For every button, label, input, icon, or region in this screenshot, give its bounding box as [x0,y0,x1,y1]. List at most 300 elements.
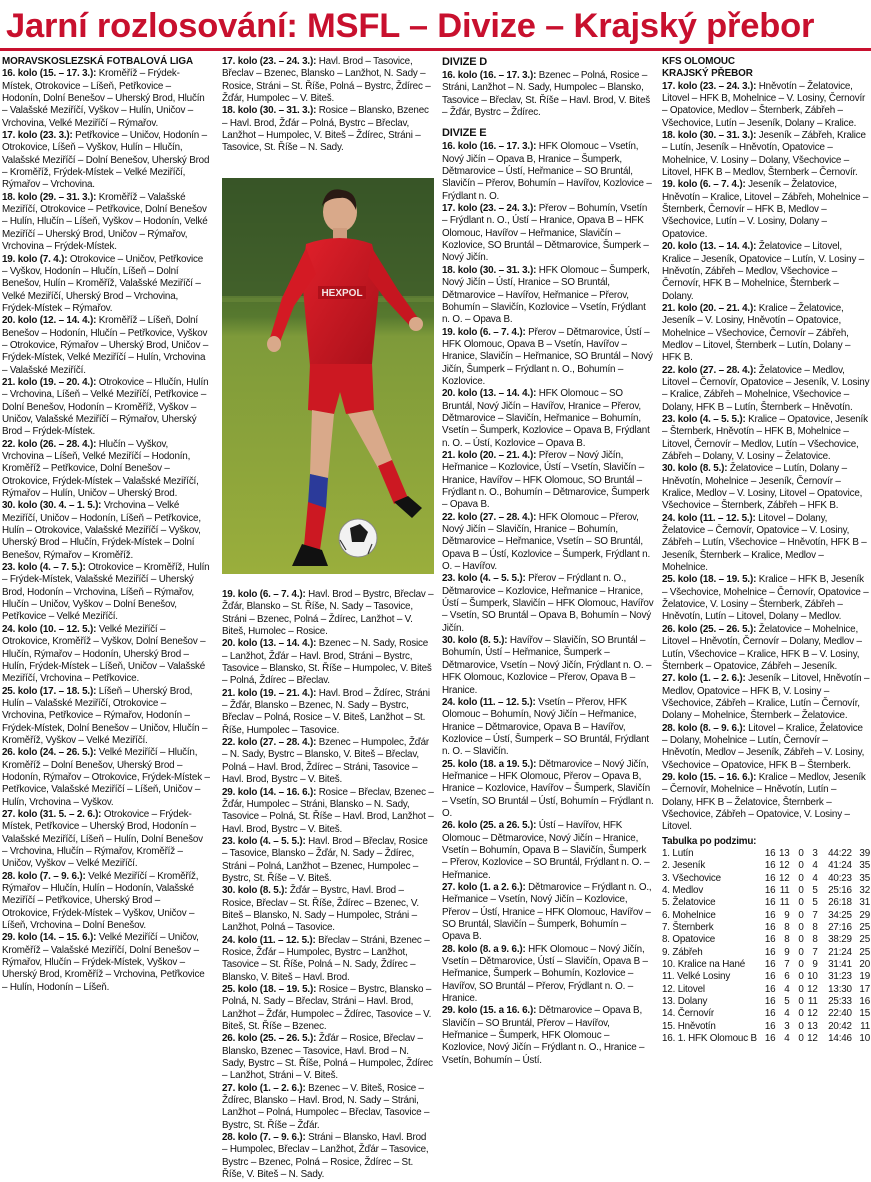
fixture-round [442,265,654,327]
divize-d-heading: DIVIZE D [442,56,488,68]
round-label: 30. kolo (30. 4. – 1. 5.): [2,500,102,512]
round-label: 19. kolo (6. – 7. 4.): [222,589,306,600]
standings-row [662,996,870,1008]
round-matches: Žďár – Rosice, Břeclav – Blansko, Bzenec – Tasovice, Havl. Brod – N. Sady, Bystrc – St. Říše, Polná – Humpolec, Ždírec – Lanžhot, Stráni – V. Biteš. [222,1033,433,1082]
standings-row [662,1008,870,1020]
fixture-round [662,179,870,241]
fixture-round [2,932,210,994]
round-label: 17. kolo (23. – 24. 3.): [662,80,757,92]
stat-cell: 39 [859,848,870,859]
fixture-round [222,935,434,984]
stat-cell: 16 [764,996,776,1008]
stat-cell: 16 [764,959,776,971]
stat-cell: 35 [859,860,870,872]
round-matches: HFK Olomouc – Přerov, Nový Jičín – Slavičín, Hranice – Bohumín, Dětmarovice – Heřmanice, Vsetín – SO Bruntál, Opava B – Ústí, Kozlovice – Šumperk, Frýdlant n. O. – Havířov. [442,511,651,573]
stat-cell: 7 [812,946,818,958]
fixture-round [222,56,434,105]
round-label: 28. kolo (7. – 9. 6.): [222,1132,306,1144]
fixture-round [442,450,654,512]
team-name: 8. Opatovice [662,934,716,946]
msfl-heading: MORAVSKOSLEZSKÁ FOTBALOVÁ LIGA [2,56,194,67]
stat-cell: 16 [764,872,776,884]
fixture-round [442,697,654,759]
stat-cell: 9 [812,959,818,971]
fixture-round [662,673,870,722]
standings-row [662,947,870,959]
jersey-text: HEXPOL [321,288,363,299]
team-name: 4. Medlov [662,885,704,897]
round-matches: Havl. Brod – Břeclav, Rosice – Tasovice, Blansko – Žďár, N. Sady – Ždírec, Stráni – Polná, Lanžhot – Bzenec, Humpolec – Bystrc, St. Říše – V. Biteš. [222,835,428,884]
stat-cell: 0 [798,872,804,884]
team-name: 12. Litovel [662,983,705,995]
round-matches: Ústí – Havířov, HFK Olomouc – Dětmarovice, Nový Jičín – Hranice, Vsetín – Bohumín, Opava B – Slavičín, Šumperk – Přerov, Kozlovice – SO Bruntál, Frýdlant n. O. – Heřmanice. [442,820,650,881]
round-matches: Rosice – Blansko, Bzenec – Havl. Brod, Žďár – Polná, Bystrc – Břeclav, Lanžhot – Humpolec, V. Biteš – Ždírec, Stráni – Tasovice, St. Říše – N. Sady. [222,105,429,154]
stat-cell: 40:23 [828,872,852,884]
stat-cell: 4 [784,1033,790,1045]
round-matches: Přerov – Bohumín, Vsetín – Frýdlant n. O., Ústí – Hranice, Opava B – HFK Olomouc, Havířov – Heřmanice, Slavičín – Kozlovice, SO Bruntál – Dětmarovice, Šumperk – Nový Jičín. [442,203,649,264]
fixture-round [442,203,654,265]
divize-e-column [442,56,654,1124]
standings-row [662,885,870,897]
round-matches: Želatovice – Medlov, Litovel – Černovír, Opatovice – Jeseník, V. Losiny – Kralice, Zábřeh – Mohelnice, Všechovice – Dolany, HFK B – Lutín, Šternberk – Hněvotín. [662,364,870,413]
round-label: 29. kolo (15. – 16. 6.): [662,771,757,783]
round-matches: Kroměříž – Frýdek-Místek, Otrokovice – Líšeň, Petřkovice – Hodonín, Dolní Benešov – Uherský Brod, Hlučín – Valašské Meziříčí, Vyškov – Hulín, Uničov – Vrchovina, Velké Meziříčí – Rýmařov. [2,68,205,129]
standings-heading: Tabulka po podzimu: [662,835,757,847]
standings-row [662,1033,870,1045]
msfl-column [2,56,210,1124]
round-matches: Břeclav – Stráni, Bzenec – Rosice, Žďár – Humpolec, Bystrc – Lanžhot, Tasovice – St. Říše, Polná – N. Sady, Ždírec – Blansko, V. Biteš – Havl. Brod. [222,934,430,983]
title-rule [0,48,871,51]
standings-row [662,922,870,934]
stat-cell: 12 [807,1033,818,1045]
fixture-round [442,882,654,944]
team-name: 7. Šternberk [662,922,714,934]
round-matches: HFK Olomouc – Šumperk, Nový Jičín – Ústí, Hranice – SO Bruntál, Dětmarovice – Havířov, Heřmanice – Přerov, Bohumín – Slavičín, Kozlovice – Vsetín, Frýdlant n. O. – Opava B. [442,264,650,326]
stat-cell: 6 [784,971,790,983]
stat-cell: 25 [859,946,870,958]
stat-cell: 10 [807,971,818,983]
round-matches: Vrchovina – Velké Meziříčí, Uničov – Hodonín, Líšeň – Petřkovice, Hulín – Otrokovice, Valašské Meziříčí – Vyškov, Uherský Brod – Hlučín, Frýdek-Místek – Dolní Benešov, Rýmařov – Kroměříž. [2,500,201,561]
fixture-round [222,787,434,836]
stat-cell: 8 [784,934,790,946]
round-label: 20. kolo (13. – 14. 4.): [222,638,317,650]
stat-cell: 35 [859,872,870,884]
stat-cell: 8 [812,922,818,934]
round-matches: Dětmarovice – Frýdlant n. O., Heřmanice – Vsetín, Nový Jičín – Kozlovice, Přerov – Ústí, Hranice – HFK Olomouc, Havířov – SO Bruntál, Slavičín – Šumperk, Bohumín – Opava B. [442,882,652,943]
round-label: 22. kolo (27. – 28. 4.): [442,511,537,523]
team-name: 15. Hněvotín [662,1020,716,1032]
team-name: 9. Zábřeh [662,946,703,958]
stat-cell: 7 [784,959,790,971]
round-matches: Kroměříž – Valašské Meziříčí, Otrokovice – Petřkovice, Dolní Benešov – Hulín, Hlučín – Líšeň, Vyškov – Hodonín, Velké Meziříčí – Uherský Brod, Uničov – Rýmařov, Vrchovina – Frýdek-Místek. [2,191,208,253]
stat-cell: 0 [798,848,804,859]
kp-heading-2: KRAJSKÝ PŘEBOR [662,68,753,80]
team-name: 13. Dolany [662,996,708,1008]
round-matches: HFK Olomouc – Nový Jičín, Vsetín – Dětmarovice, Ústí – Slavičín, Opava B – Heřmanice, Šumperk – Bohumín, Kozlovice – Havířov, SO Bruntál – Přerov, Frýdlant n. O. – Hranice. [442,943,648,1005]
team-name: 2. Jeseník [662,860,706,872]
round-label: 19. kolo (7. 4.): [2,253,68,265]
fixture-round [2,130,210,192]
team-name: 14. Černovír [662,1008,715,1020]
stat-cell: 16 [764,934,776,946]
stat-cell: 0 [798,934,804,946]
fixture-round [442,327,654,389]
round-matches: Havl. Brod – Bystrc, Břeclav – Žďár, Blansko – St. Říše, N. Sady – Tasovice, Stráni – Bzenec, Polná – Ždírec, Lanžhot – V. Biteš, Humolec – Rosice. [222,589,434,638]
stat-cell: 31:23 [828,971,852,983]
stat-cell: 12 [778,872,790,884]
round-label: 29. kolo (14. – 16. 6.): [222,786,317,798]
round-label: 26. kolo (25. a 26. 5.): [442,820,537,832]
fixture-round [662,241,870,303]
round-matches: Velké Meziříčí – Otrokovice, Kroměříž – Vyškov, Dolní Benešov – Hlučín, Rýmařov – Hodonín, Uherský Brod – Hulín, Frýdek-Místek – Líšeň, Uničov – Valašské Meziříčí, Vrchovina – Petřkovice. [2,623,206,685]
round-matches: Kralice – HFK B, Jeseník – Všechovice, Mohelnice – Černovír, Opatovice – Želatovice, V. Losiny – Šternberk, Zábřeh – Hněvotín, Lutín – Litovel, Dolany – Medlov. [662,574,869,623]
round-matches: Kroměříž – Líšeň, Dolní Benešov – Hodonín, Hlučín – Petřkovice, Vyškov – Otrokovice, Rýmařov – Uherský Brod, Uničov – Frýdek-Místek, Velké Meziříčí – Hulín, Vrchovina – Valašské Meziříčí. [2,315,209,376]
fixture-round [442,141,654,203]
round-matches: Želatovice – Litovel, Kralice – Jeseník, Opatovice – Lutín, V. Losiny – Hněvotín, Zábřeh – Medlov, Všechovice – Černovír, HFK B – Mohelnice, Šternberk – Dolany. [662,241,865,302]
fixture-round [2,871,210,933]
fixture-round [662,574,870,623]
stat-cell: 0 [798,971,804,983]
stat-cell: 0 [798,897,804,909]
standings-row [662,873,870,885]
divize-d-first-round [442,70,654,119]
round-matches: Jeseník – Zábřeh, Kralice – Lutín, Jeseník – Hněvotín, Opatovice – Mohelnice, V. Losiny – Dolany, Všechovice – Litovel, HFK B – Medlov, Šternberk – Černovír. [662,130,866,179]
stat-cell: 31 [859,897,870,909]
stat-cell: 17 [859,983,870,995]
stat-cell: 31:41 [828,959,852,971]
stat-cell: 32 [859,885,870,897]
round-label: 20. kolo (12. – 14. 4.): [2,315,97,327]
round-matches: Přerov – Frýdlant n. O., Dětmarovice – Kozlovice, Heřmanice – Hranice, Ústí – Šumperk, Slavičín – HFK Olomouc, Havířov – Vsetín, SO Bruntál – Opava B, Bohumín – Nový Jičín. [442,573,654,634]
round-label: 21. kolo (20. – 21. 4.): [662,302,757,314]
team-name: 11. Velké Losiny [662,971,731,983]
round-label: 23. kolo (4. – 5. 5.): [662,413,746,425]
round-matches: Jeseník – Litovel, Hněvotín – Medlov, Opatovice – HFK B, V. Losiny – Všechovice, Zábřeh – Kralice, Lutín – Černovír, Dolany – Mohelnice, Šternberk – Želatovice. [662,673,870,722]
stat-cell: 16 [764,922,776,934]
fixture-round [2,68,210,130]
stat-cell: 25 [859,922,870,934]
round-matches: Otrokovice – Frýdek-Místek, Petřkovice – Uherský Brod, Hodonín – Valašské Meziříčí, Líšeň – Hulín, Dolní Benešov – Vrchovina, Hlučín – Rýmařov, Kroměříž – Uničov, Vyškov – Velké Meziříčí. [2,808,203,870]
stat-cell: 13 [778,848,790,859]
stat-cell: 0 [798,983,804,995]
round-label: 19. kolo (6. – 7. 4.): [662,179,746,191]
fixture-round [662,772,870,834]
round-matches: Hlučín – Vyškov, Vrchovina – Líšeň, Velké Meziříčí – Hodonín, Kroměříž – Petřkovice, Dolní Benešov – Otrokovice, Frýdek-Místek – Valašské Meziříčí, Rýmařov – Hulín, Uničov – Uherský Brod. [2,438,199,500]
fixture-round [2,377,210,439]
round-label: 26. kolo (24. – 26. 5.): [2,747,97,759]
round-label: 25. kolo (18. – 19. 5.): [662,574,757,586]
round-matches: Otrokovice – Kroměříž, Hulín – Frýdek-Místek, Valašské Meziříčí – Uherský Brod, Hodonín – Vrchovina, Líšeň – Rýmařov, Hlučín – Uničov, Vyškov – Dolní Benešov, Petřkovice – Velké Meziříčí. [2,562,210,623]
fixture-round [442,635,654,697]
round-matches: Otrokovice – Uničov, Petřkovice – Vyškov, Hodonín – Hlučín, Líšeň – Dolní Benešov, Hulín – Kroměříž, Valašské Meziříčí – Velké Meziříčí, Uherský Brod – Vrchovina, Frýdek-Místek – Rýmařov. [2,253,204,314]
fixture-round [442,820,654,882]
team-name: 10. Kralice na Hané [662,959,746,971]
round-matches: Rosice – Bystrc, Blansko – Polná, N. Sady – Břeclav, Stráni – Havl. Brod, Lanžhot – Žďár, Humpolec – Ždírec, Tasovice – V. Biteš, St. Říše – Bzenec. [222,984,432,1033]
round-label: 19. kolo (6. – 7. 4.): [442,326,526,338]
round-matches: Jeseník – Želatovice, Hněvotín – Kralice, Litovel – Zábřeh, Mohelnice – Šternberk, Černovír – HFK B, Medlov – Všechovice, Lutín – V. Losiny, Dolany – Opatovice. [662,179,869,240]
fixture-round [662,303,870,365]
stat-cell: 13:30 [828,983,852,995]
fixture-round [222,688,434,737]
stat-cell: 16 [764,897,776,909]
round-label: 25. kolo (18. – 19. 5.): [222,984,317,995]
divize-e-heading: DIVIZE E [442,127,487,140]
stat-cell: 16 [764,848,776,859]
fixture-round [662,624,870,673]
player-photo [222,178,434,574]
stat-cell: 0 [798,1033,804,1045]
round-matches: Havířov – Slavičín, SO Bruntál – Bohumín, Ústí – Heřmanice, Šumperk – Dětmarovice, Vsetín – Nový Jičín, Frýdlant n. O. – HFK Olomouc, Kozlovice – Přerov, Opava B – Hranice. [442,635,652,696]
round-matches: Velké Meziříčí – Uničov, Kroměříž – Valašské Meziříčí, Dolní Benešov – Rýmařov, Hlučín – Frýdek-Místek, Vyškov – Uherský Brod, Kroměříž – Vrchovina, Petřkovice – Hulín, Hodonín – Líšeň. [2,932,205,993]
stat-cell: 15 [859,1008,870,1020]
stat-cell: 4 [812,872,818,884]
round-matches: HFK Olomouc – Vsetín, Nový Jičín – Opava B, Hranice – Šumperk, Dětmarovice – Ústí, Heřmanice – SO Bruntál, Slavičín – Přerov, Bohumín – Havířov, Kozlovice – Frýdlant n. O. [442,141,652,202]
stat-cell: 13 [807,1020,818,1032]
fixture-round [442,1005,654,1067]
fixture-round [662,365,870,414]
stat-cell: 21:24 [828,946,852,958]
fixture-round [442,944,654,1006]
round-label: 29. kolo (14. – 15. 6.): [2,932,97,944]
ball-icon [339,519,377,557]
team-name: 5. Želatovice [662,897,716,909]
round-label: 28. kolo (8. a 9. 6.): [442,943,526,955]
fixture-round [2,624,210,686]
stat-cell: 3 [812,848,818,859]
stat-cell: 10 [859,1033,870,1045]
fixture-round [662,414,870,463]
stat-cell: 22:40 [828,1008,852,1020]
divize-d-rounds-top [222,56,434,155]
round-label: 21. kolo (19. – 21. 4.): [222,687,317,699]
round-matches: Přerov – Nový Jičín, Heřmanice – Kozlovice, Ústí – Vsetín, Slavičín – Hranice, Havířov – HFK Olomouc, SO Bruntál – Frýdlant n. O., Bohumín – Dětmarovice, Šumperk – Opava B. [442,449,650,511]
round-matches: Petřkovice – Uničov, Hodonín – Otrokovice, Líšeň – Vyškov, Hulín – Hlučín, Valašské Meziříčí – Dolní Benešov, Uherský Brod – Kroměříž, Frýdek-Místek – Velké Meziříčí, Rýmařov – Vrchovina. [2,130,210,191]
fixture-round [662,513,870,575]
round-matches: Kralice – Želatovice, Jeseník – V. Losiny, Hněvotín – Opatovice, Mohelnice – Všechovice, Černovír – Zábřeh, Medlov – Litovel, Šternberk – Lutín, Dolany – HFK B. [662,302,851,364]
stat-cell: 25:33 [828,996,852,1008]
fixture-round [662,130,870,179]
stat-cell: 20 [859,959,870,971]
fixture-round [222,1083,434,1132]
round-matches: Dětmarovice – Nový Jičín, Heřmanice – HFK Olomouc, Přerov – Opava B, Hranice – Kozlovice, Havířov – Šumperk, Slavičín – Vsetín, SO Bruntál – Ústí, Bohumín – Frýdlant n. O. [442,758,654,819]
round-label: 17. kolo (23. – 24. 3.): [442,203,537,215]
round-label: 24. kolo (11. – 12. 5.): [442,696,536,708]
stat-cell: 11 [779,885,790,897]
round-label: 26. kolo (25. – 26. 5.): [662,623,757,635]
round-matches: Velké Meziříčí – Hlučín, Kroměříž – Dolní Benešov, Uherský Brod – Hodonín, Rýmařov – Otrokovice, Frýdek-Místek – Petřkovice, Valašské Meziříčí – Líšeň, Uničov – Hulín, Vrchovina – Vyškov. [2,747,210,808]
standings-row [662,971,870,983]
fixture-round [442,512,654,574]
stat-cell: 4 [812,860,818,872]
fixture-round [662,81,870,130]
round-matches: Dětmarovice – Opava B, Slavičín – SO Bruntál, Přerov – Havířov, Heřmanice – Šumperk, HFK Olomouc – Kozlovice, Nový Jičín – Frýdlant n. O., Hranice – Vsetín, Bohumín – Ústí. [442,1005,645,1066]
stat-cell: 16 [764,885,776,897]
fixture-round [2,562,210,624]
stat-cell: 4 [784,1008,790,1020]
round-matches: Bzenec – N. Sady, Rosice – Lanžhot, Žďár – Havl. Brod, Stráni – Bystrc, Tasovice – Blansko, St. Říše – Humpolec, V. Biteš – Polná, Ždírec – Břeclav. [222,638,432,687]
round-label: 18. kolo (30. – 31. 3.): [662,130,757,142]
stat-cell: 5 [784,996,790,1008]
kp-column [662,56,870,1124]
stat-cell: 0 [798,885,804,897]
page-title: Jarní rozlosování: MSFL – Divize – Krajský přebor [6,7,815,45]
round-label: 18. kolo (29. – 31. 3.): [2,191,97,203]
stat-cell: 8 [812,934,818,946]
stat-cell: 11 [860,1020,870,1032]
round-label: 30. kolo (8. 5.): [662,463,728,475]
round-matches: Želatovice – Mohelnice, Litovel – Hněvotín, Černovír – Dolany, Medlov – Lutín, Všechovice – Kralice, HFK B – V. Losiny, Šternberk – Opatovice, Zábřeh – Jeseník. [662,623,862,672]
stat-cell: 16 [764,860,776,872]
round-label: 24. kolo (10. – 12. 5.): [2,623,97,635]
fixture-round [222,105,434,154]
fixture-round [222,589,434,638]
round-matches: Bzenec – V. Biteš, Rosice – Ždírec, Blansko – Havl. Brod, N. Sady – Stráni, Lanžhot – Polná, Humpolec – Břeclav, Tasovice – Bystrc, St. Říše – Žďár. [222,1082,430,1131]
standings-row [662,860,870,872]
stat-cell: 41:24 [828,860,852,872]
stat-cell: 26:18 [828,897,852,909]
stat-cell: 14:46 [828,1033,852,1045]
stat-cell: 16 [764,983,776,995]
round-label: 20. kolo (13. – 14. 4.): [442,388,537,400]
divize-d-rounds-bottom [222,589,434,1182]
round-label: 24. kolo (11. – 12. 5.): [662,512,756,524]
standings-row [662,984,870,996]
stat-cell: 0 [798,996,804,1008]
round-matches: Kralice – Medlov, Jeseník – Černovír, Mohelnice – Hněvotín, Lutín – Dolany, HFK B – Želatovice, Šternberk – Všechovice, Zábřeh – Opatovice, V. Losiny – Litovel. [662,771,866,833]
round-label: 27. kolo (1. – 2. 6.): [662,673,746,685]
stat-cell: 20:42 [828,1020,852,1032]
stat-cell: 0 [798,1020,804,1032]
stat-cell: 16 [764,1008,776,1020]
stat-cell: 12 [807,1008,818,1020]
fixture-round [442,70,654,119]
stat-cell: 38:29 [828,934,852,946]
round-label: 22. kolo (27. – 28. 4.): [222,737,317,749]
stat-cell: 8 [784,922,790,934]
stat-cell: 5 [812,897,818,909]
stat-cell: 0 [798,946,804,958]
round-label: 16. kolo (15. – 17. 3.): [2,68,97,80]
round-matches: Havl. Brod – Ždírec, Stráni – Žďár, Blansko – Bzenec, N. Sady – Bystrc, Břeclav – Polná, Rosice – V. Biteš, Lanžhot – St. Říše, Humpolec – Tasovice. [222,687,430,736]
round-matches: Havl. Brod – Tasovice, Břeclav – Bzenec, Blansko – Lanžhot, N. Sady – Rosice, Stráni – St. Říše, Polná – Bystrc, Ždírec – Žďár, Humpolec – V. Biteš. [222,56,431,105]
round-label: 29. kolo (15. a 16. 6.): [442,1005,537,1017]
fixture-round [2,809,210,871]
round-label: 16. kolo (16. – 17. 3.): [442,70,537,81]
round-matches: Bzenec – Humpolec, Žďár – N. Sady, Bystrc – Blansko, V. Biteš – Břeclav, Polná – Havl. Brod, Ždírec – Stráni, Tasovice – Havl. Brod, Bystrc – V. Biteš. [222,737,429,786]
stat-cell: 11 [779,897,790,909]
round-label: 27. kolo (1. – 2. 6.): [222,1082,306,1094]
stat-cell: 19 [859,971,870,983]
stat-cell: 25:16 [828,885,852,897]
round-label: 23. kolo (4. – 5. 5.): [222,835,306,847]
round-matches: Litovel – Kralice, Želatovice – Dolany, Mohelnice – Lutín, Černovír – Hněvotín, Medlov – Jeseník, Zábřeh – V. Losiny, Všechovice – Opatovice, HFK B – Šternberk. [662,722,865,771]
fixture-round [222,1033,434,1082]
round-matches: Rosice – Břeclav, Bzenec – Žďár, Humpolec – Stráni, Blansko – N. Sady, Tasovice – Polná, St. Říše – Havl. Brod, Lanžhot – Havl. Brod, Bystrc – V. Biteš. [222,786,434,835]
stat-cell: 16 [764,909,776,921]
standings-row [662,1021,870,1033]
stat-cell: 27:16 [828,922,852,934]
fixture-round [222,836,434,885]
divize-d-bottom [222,589,434,1181]
stat-cell: 0 [798,922,804,934]
divize-e-rounds [442,141,654,1067]
fixture-round [2,439,210,501]
stat-cell: 11 [807,996,818,1008]
round-matches: Vsetín – Přerov, HFK Olomouc – Bohumín, Nový Jičín – Heřmanice, Hranice – Dětmarovice, Opava B – Havířov, Kozlovice – Ústí, Šumperk – SO Bruntál, Frýdlant n. O. – Slavičín. [442,696,649,758]
round-matches: Velké Meziříčí – Kroměříž, Rýmařov – Hlučín, Hulín – Hodonín, Valašské Meziříčí – Petřkovice, Uherský Brod – Otrokovice, Frýdek-Místek – Vyškov, Uničov – Líšeň, Vrchovina – Dolní Benešov. [2,870,199,932]
round-label: 24. kolo (11. – 12. 5.): [222,934,316,946]
stat-cell: 16 [764,946,776,958]
round-label: 21. kolo (19. – 20. 4.): [2,376,97,388]
round-label: 18. kolo (30. – 31. 3.): [222,105,317,117]
round-matches: Hněvotín – Želatovice, Litovel – HFK B, Mohelnice – V. Losiny, Černovír – Opatovice, Medlov – Šternberk, Zábřeh – Všechovice, Lutín – Jeseník, Dolany – Kralice. [662,80,866,129]
standings-row [662,959,870,971]
kp-rounds [662,81,870,834]
stat-cell: 16 [764,1033,776,1045]
stat-cell: 9 [784,946,790,958]
round-matches: Otrokovice – Hlučín, Hulín – Vrchovina, Líšeň – Velké Meziříčí, Petřkovice – Dolní Benešov, Hodonín – Kroměříž, Vyškov – Uničov, Valašské Meziříčí – Rýmařov, Uherský Brod – Frýdek-Místek. [2,376,209,438]
fixture-round [442,388,654,450]
round-matches: Litovel – Dolany, Želatovice – Černovír, Opatovice – V. Losiny, Zábřeh – Lutín, Všechovice – Hněvotín, HFK B – Jeseník, Šternberk – Kralice, Medlov – Mohelnice. [662,512,867,574]
round-matches: Žďár – Bystrc, Havl. Brod – Rosice, Břeclav – St. Říše, Ždírec – Bzenec, V. Biteš – Blansko, N. Sady – Humpolec, Stráni – Lanžhot, Polná – Tasovice. [222,885,419,934]
stat-cell: 7 [812,909,818,921]
round-matches: Bzenec – Polná, Rosice – Stráni, Lanžhot – N. Sady, Humpolec – Blansko, Tasovice – Břeclav, St. Říše – Havl. Brod, V. Biteš – Žďár, Bystrc – Ždírec. [442,70,651,119]
round-matches: Přerov – Dětmarovice, Ústí – HFK Olomouc, Opava B – Vsetín, Havířov – Hranice, Slavičín – Heřmanice, SO Bruntál – Nový Jičín, Šumperk – Frýdlant n. O., Bohumín – Kozlovice. [442,326,653,387]
divize-d-top [222,56,434,159]
round-matches: Stráni – Blansko, Havl. Brod – Humpolec, Břeclav – Lanžhot, Žďár – Tasovice, Bystrc – Bzenec, Polná – Rosice, Ždírec – St. Říše, V. Biteš – N. Sady. [222,1132,429,1181]
fixture-round [222,885,434,934]
fixture-round [2,500,210,562]
stat-cell: 0 [798,1008,804,1020]
fixture-round [2,686,210,748]
round-label: 30. kolo (8. 5.): [442,635,508,647]
round-label: 27. kolo (31. 5. – 2. 6.): [2,808,102,820]
team-name: 6. Mohelnice [662,909,716,921]
stat-cell: 34:25 [828,909,852,921]
stat-cell: 0 [798,860,804,872]
fixture-round [2,192,210,254]
stat-cell: 0 [798,909,804,921]
team-name: 1. Lutín [662,848,694,859]
round-label: 21. kolo (20. – 21. 4.): [442,449,537,461]
round-label: 25. kolo (18. a 19. 5.): [442,758,537,770]
stat-cell: 0 [798,959,804,971]
round-matches: HFK Olomouc – SO Bruntál, Nový Jičín – Havířov, Hranice – Přerov, Dětmarovice – Slavičín, Heřmanice – Bohumín, Vsetín – Šumperk, Kozlovice – Opava B, Frýdlant n. O. – Ústí, Kozlovice – Opava B. [442,388,650,449]
standings-table [662,848,870,1046]
stat-cell: 12 [807,983,818,995]
stat-cell: 12 [778,860,790,872]
round-label: 26. kolo (25. – 26. 5.): [222,1033,317,1045]
fixture-round [662,463,870,512]
fixture-round [2,747,210,809]
stat-cell: 44:22 [828,848,852,859]
stat-cell: 16 [859,996,870,1008]
fixture-round [2,254,210,316]
standings-row [662,848,870,860]
stat-cell: 4 [784,983,790,995]
team-name: 16. 1. HFK Olomouc B [662,1033,757,1045]
kp-heading-1: KFS OLOMOUC [662,56,735,67]
standings-row [662,910,870,922]
stat-cell: 25 [859,934,870,946]
round-label: 22. kolo (26. – 28. 4.): [2,438,97,450]
fixture-round [442,759,654,821]
round-matches: Želatovice – Lutín, Dolany – Hněvotín, Mohelnice – Jeseník, Černovír – Kralice, Medlov – V. Losiny, Litovel – Opatovice, Všechovice – Šternberk, Zábřeh – HFK B. [662,463,863,512]
round-label: 25. kolo (17. – 18. 5.): [2,685,97,697]
standings-row [662,934,870,946]
team-name: 3. Všechovice [662,872,721,884]
round-label: 30. kolo (8. 5.): [222,885,288,897]
